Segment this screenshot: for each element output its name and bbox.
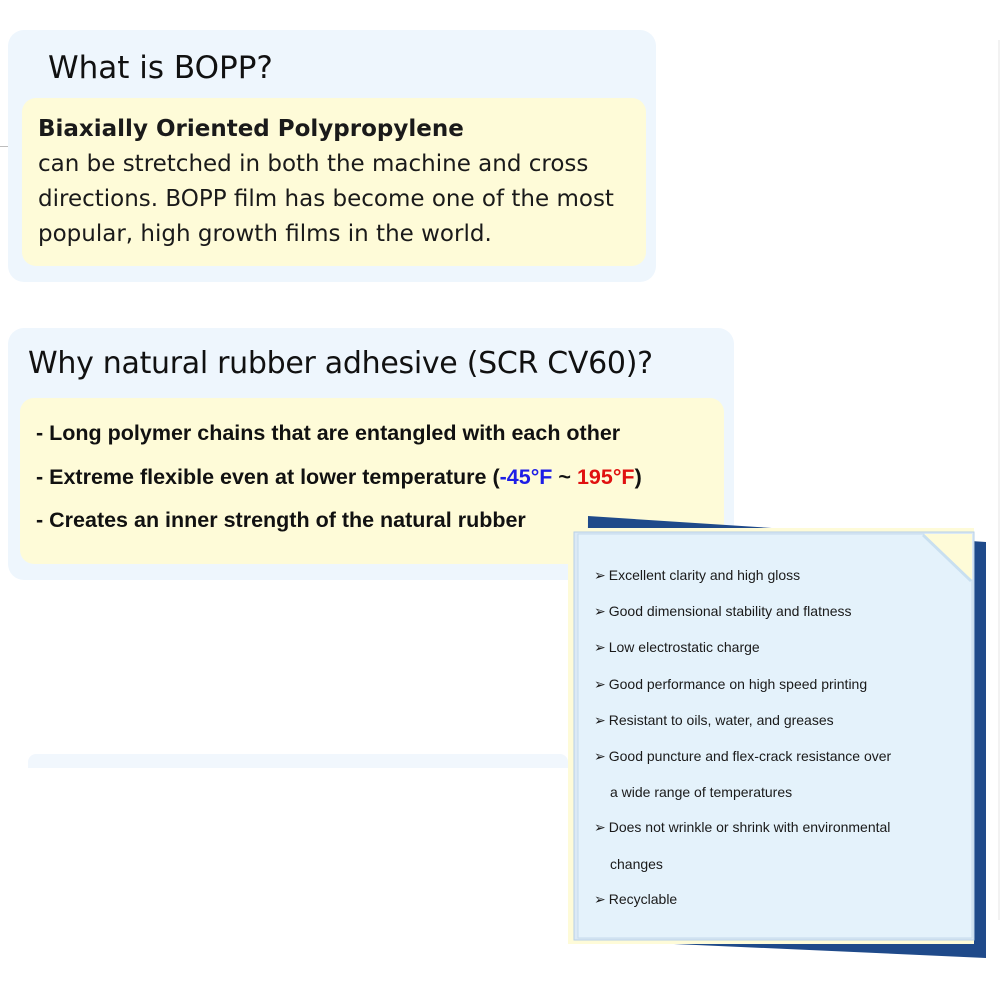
- features-list: [594, 558, 891, 918]
- arrow-bullet-icon: ➢: [594, 604, 606, 621]
- feature-item: [594, 810, 891, 881]
- feature-text: Excellent clarity and high gloss: [608, 567, 801, 583]
- rubber-adhesive-title: Why natural rubber adhesive (SCR CV60)?: [28, 346, 653, 381]
- rubber-point-inner-strength: - Creates an inner strength of the natural rubber: [36, 508, 526, 532]
- feature-text: Good performance on high speed printing: [608, 675, 868, 692]
- bopp-definition-box: [22, 98, 646, 266]
- arrow-bullet-icon: ➢: [594, 712, 606, 729]
- feature-text: Low electrostatic charge: [608, 639, 760, 656]
- rubber-point-flexible-text: - Extreme flexible even at lower temperature (: [36, 464, 500, 489]
- bopp-panel: [8, 30, 656, 282]
- feature-text: Recyclable: [608, 890, 678, 907]
- rubber-point-polymer-chains: - Long polymer chains that are entangled with each other: [36, 421, 621, 445]
- feature-item: [594, 630, 891, 666]
- bopp-definition: [38, 112, 638, 252]
- feature-item: [594, 703, 891, 739]
- feature-text: Does not wrinkle or shrink with environmental: [608, 819, 891, 836]
- rubber-point-flexible: [36, 456, 642, 500]
- arrow-bullet-icon: ➢: [594, 676, 606, 693]
- arrow-bullet-icon: ➢: [594, 820, 606, 837]
- temp-separator: ~: [552, 464, 577, 489]
- temp-high-value: 195°F: [576, 464, 635, 489]
- bopp-description: can be stretched in both the machine and cross directions. BOPP film has become one of the most popular, high growth films in the world.: [38, 151, 614, 247]
- feature-item: [594, 739, 891, 810]
- feature-text: Good dimensional stability and flatness: [608, 603, 852, 620]
- feature-item: [594, 882, 891, 918]
- tick-mark: [0, 146, 8, 147]
- feature-text-continued: a wide range of temperatures: [610, 784, 793, 801]
- feature-item: [594, 594, 891, 630]
- feature-item: [594, 558, 891, 594]
- faint-background-panel: [28, 754, 568, 768]
- arrow-bullet-icon: ➢: [594, 891, 606, 908]
- features-note-card: [560, 510, 1000, 980]
- feature-text-continued: changes: [610, 855, 663, 872]
- bopp-term: Biaxially Oriented Polypropylene: [38, 116, 464, 142]
- feature-text: Good puncture and flex-crack resistance over: [608, 748, 892, 765]
- bopp-title: What is BOPP?: [48, 50, 273, 86]
- feature-item: [594, 667, 891, 703]
- feature-text: Resistant to oils, water, and greases: [608, 711, 834, 728]
- rubber-point-flexible-end: ): [634, 464, 642, 489]
- arrow-bullet-icon: ➢: [594, 640, 606, 657]
- arrow-bullet-icon: ➢: [594, 568, 606, 584]
- temp-low-value: -45°F: [499, 464, 553, 489]
- arrow-bullet-icon: ➢: [594, 749, 606, 766]
- rubber-points-list: [36, 412, 642, 543]
